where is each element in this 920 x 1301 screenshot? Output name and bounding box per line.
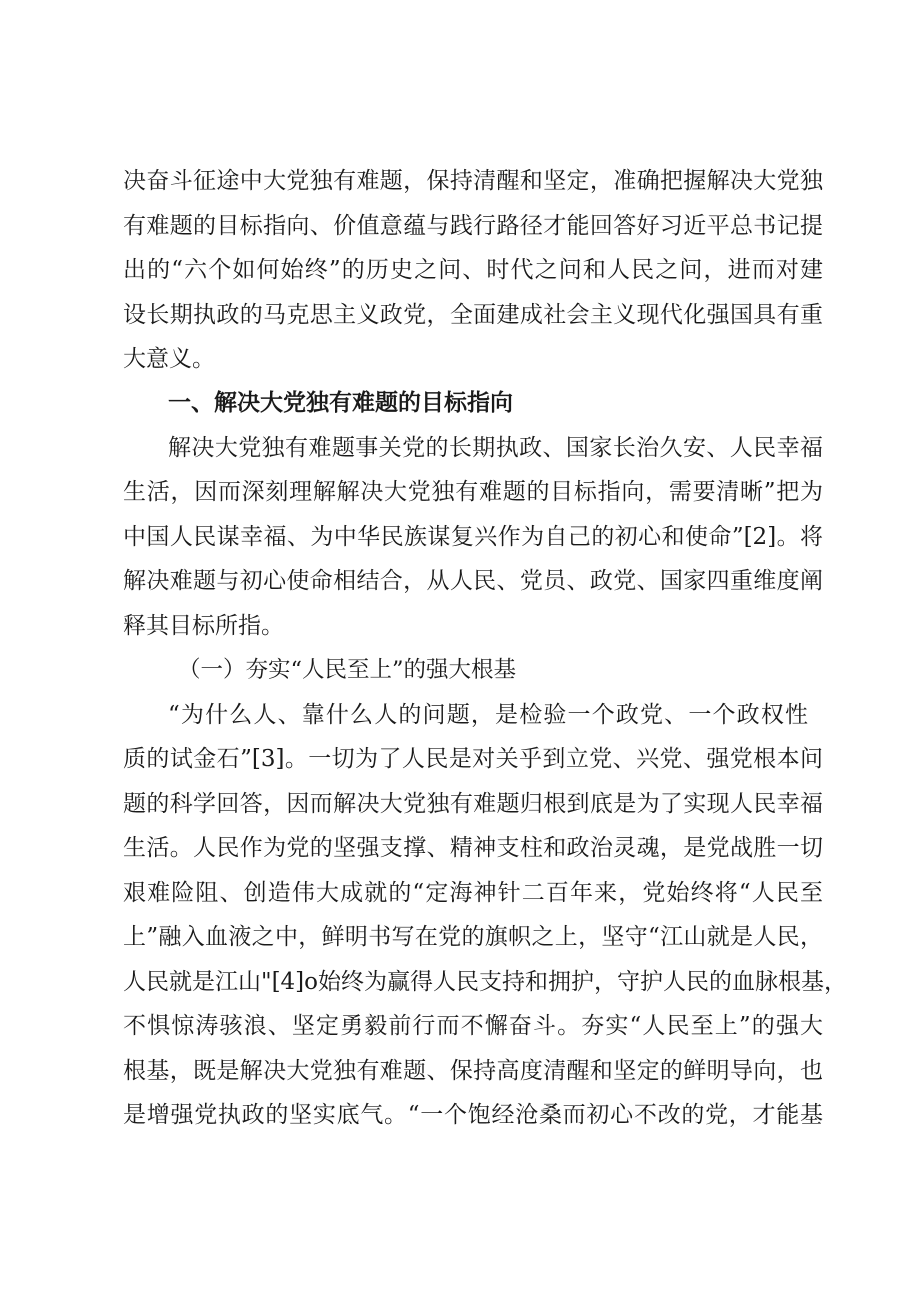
subsection-line-8: 不惧惊涛骇浪、坚定勇毅前行而不懈奋斗。夯实“人民至上”的强大 <box>123 1013 823 1039</box>
section-line-2: 生活，因而深刻理解解决大党独有难题的目标指向，需要清晰”把为 <box>123 479 823 505</box>
intro-line-2: 有难题的目标指向、价值意蕴与践行路径才能回答好习近平总书记提 <box>123 213 823 239</box>
section-line-3: 中国人民谋幸福、为中华民族谋复兴作为自己的初心和使命”[2]。将 <box>123 524 823 550</box>
section-heading: 一、解决大党独有难题的目标指向 <box>168 390 513 416</box>
subsection-line-2: 质的试金石”[3]。一切为了人民是对关乎到立党、兴党、强党根本问 <box>123 746 823 772</box>
section-line-1: 解决大党独有难题事关党的长期执政、国家长治久安、人民幸福 <box>168 435 823 461</box>
subsection-line-4: 生活。人民作为党的坚强支撑、精神支柱和政治灵魂，是党战胜一切 <box>123 835 823 861</box>
subsection-heading: （一）夯实“人民至上”的强大根基 <box>178 657 517 683</box>
subsection-line-1: “为什么人、靠什么人的问题，是检验一个政党、一个政权性 <box>168 702 808 728</box>
subsection-line-9: 根基，既是解决大党独有难题、保持高度清醒和坚定的鲜明导向，也 <box>123 1058 823 1084</box>
section-line-5: 释其目标所指。 <box>123 613 284 639</box>
intro-line-5: 大意义。 <box>123 346 215 372</box>
subsection-line-5: 艰难险阻、创造伟大成就的“定海神针二百年来，党始终将“人民至 <box>123 880 823 906</box>
subsection-line-6: 上”融入血液之中，鲜明书写在党的旗帜之上，坚守“江山就是人民， <box>123 924 823 950</box>
subsection-line-10: 是增强党执政的坚实底气。“一个饱经沧桑而初心不改的党，才能基 <box>123 1102 823 1128</box>
section-line-4: 解决难题与初心使命相结合，从人民、党员、政党、国家四重维度阐 <box>123 568 823 594</box>
subsection-line-7: 人民就是江山"[4]o始终为赢得人民支持和拥护，守护人民的血脉根基， <box>123 969 848 995</box>
subsection-line-3: 题的科学回答，因而解决大党独有难题归根到底是为了实现人民幸福 <box>123 791 823 817</box>
intro-line-3: 出的“六个如何始终”的历史之问、时代之问和人民之问，进而对建 <box>123 257 823 283</box>
intro-line-1: 决奋斗征途中大党独有难题，保持清醒和坚定，准确把握解决大党独 <box>123 168 823 194</box>
intro-line-4: 设长期执政的马克思主义政党，全面建成社会主义现代化强国具有重 <box>123 302 823 328</box>
